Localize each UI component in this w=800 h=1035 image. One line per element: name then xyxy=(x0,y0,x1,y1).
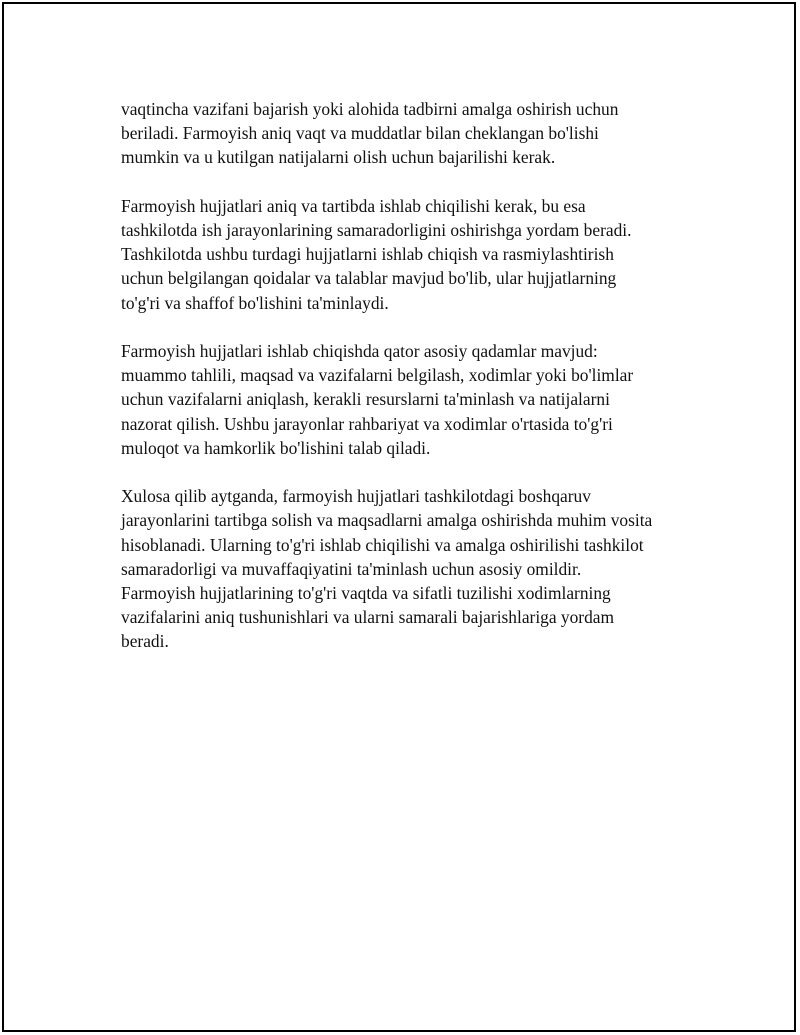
text-line: muammo tahlili, maqsad va vazifalarni belgilash, xodimlar yoki bo'limlar xyxy=(121,365,634,386)
text-line: uchun vazifalarni aniqlash, kerakli resurslarni ta'minlash va natijalarni xyxy=(121,389,610,410)
paragraph-1 xyxy=(121,97,696,170)
document-body xyxy=(121,97,696,678)
text-line: Farmoyish hujjatlari ishlab chiqishda qator asosiy qadamlar mavjud: xyxy=(121,341,598,361)
text-line: beriladi. Farmoyish aniq vaqt va muddatlar bilan cheklangan bo'lishi xyxy=(121,123,599,144)
text-line: to'g'ri va shaffof bo'lishini ta'minlaydi. xyxy=(121,292,389,313)
text-line: Farmoyish hujjatlari aniq va tartibda ishlab chiqilishi kerak, bu esa xyxy=(121,195,586,216)
paragraph-3 xyxy=(121,339,696,460)
text-line: nazorat qilish. Ushbu jarayonlar rahbariyat va xodimlar o'rtasida to'g'ri xyxy=(121,413,613,434)
text-line: samaradorligi va muvaffaqiyatini ta'minlash uchun asosiy omildir. xyxy=(121,558,582,579)
text-line: mumkin va u kutilgan natijalarni olish uchun bajarilishi kerak. xyxy=(121,147,556,168)
text-line: muloqot va hamkorlik bo'lishini talab qiladi. xyxy=(121,437,431,458)
text-line: hisoblanadi. Ularning to'g'ri ishlab chiqilishi va amalga oshirilishi tashkilot xyxy=(121,534,644,555)
text-line: Tashkilotda ushbu turdagi hujjatlarni ishlab chiqish va rasmiylashtirish xyxy=(121,244,614,265)
text-line: Xulosa qilib aytganda, farmoyish hujjatlari tashkilotdagi boshqaruv xyxy=(121,486,591,507)
paragraph-2 xyxy=(121,194,696,315)
text-line: beradi. xyxy=(121,631,169,652)
paragraph-4 xyxy=(121,484,696,653)
text-line: vazifalarini aniq tushunishlari va ularni samarali bajarishlariga yordam xyxy=(121,607,615,628)
document-page xyxy=(2,2,796,1032)
text-line: tashkilotda ish jarayonlarining samaradorligini oshirishga yordam beradi. xyxy=(121,220,632,240)
text-line: vaqtincha vazifani bajarish yoki alohida tadbirni amalga oshirish uchun xyxy=(121,99,619,119)
text-line: Farmoyish hujjatlarining to'g'ri vaqtda va sifatli tuzilishi xodimlarning xyxy=(121,583,611,604)
text-line: uchun belgilangan qoidalar va talablar mavjud bo'lib, ular hujjatlarning xyxy=(121,268,617,289)
text-line: jarayonlarini tartibga solish va maqsadlarni amalga oshirishda muhim vosita xyxy=(121,510,653,531)
